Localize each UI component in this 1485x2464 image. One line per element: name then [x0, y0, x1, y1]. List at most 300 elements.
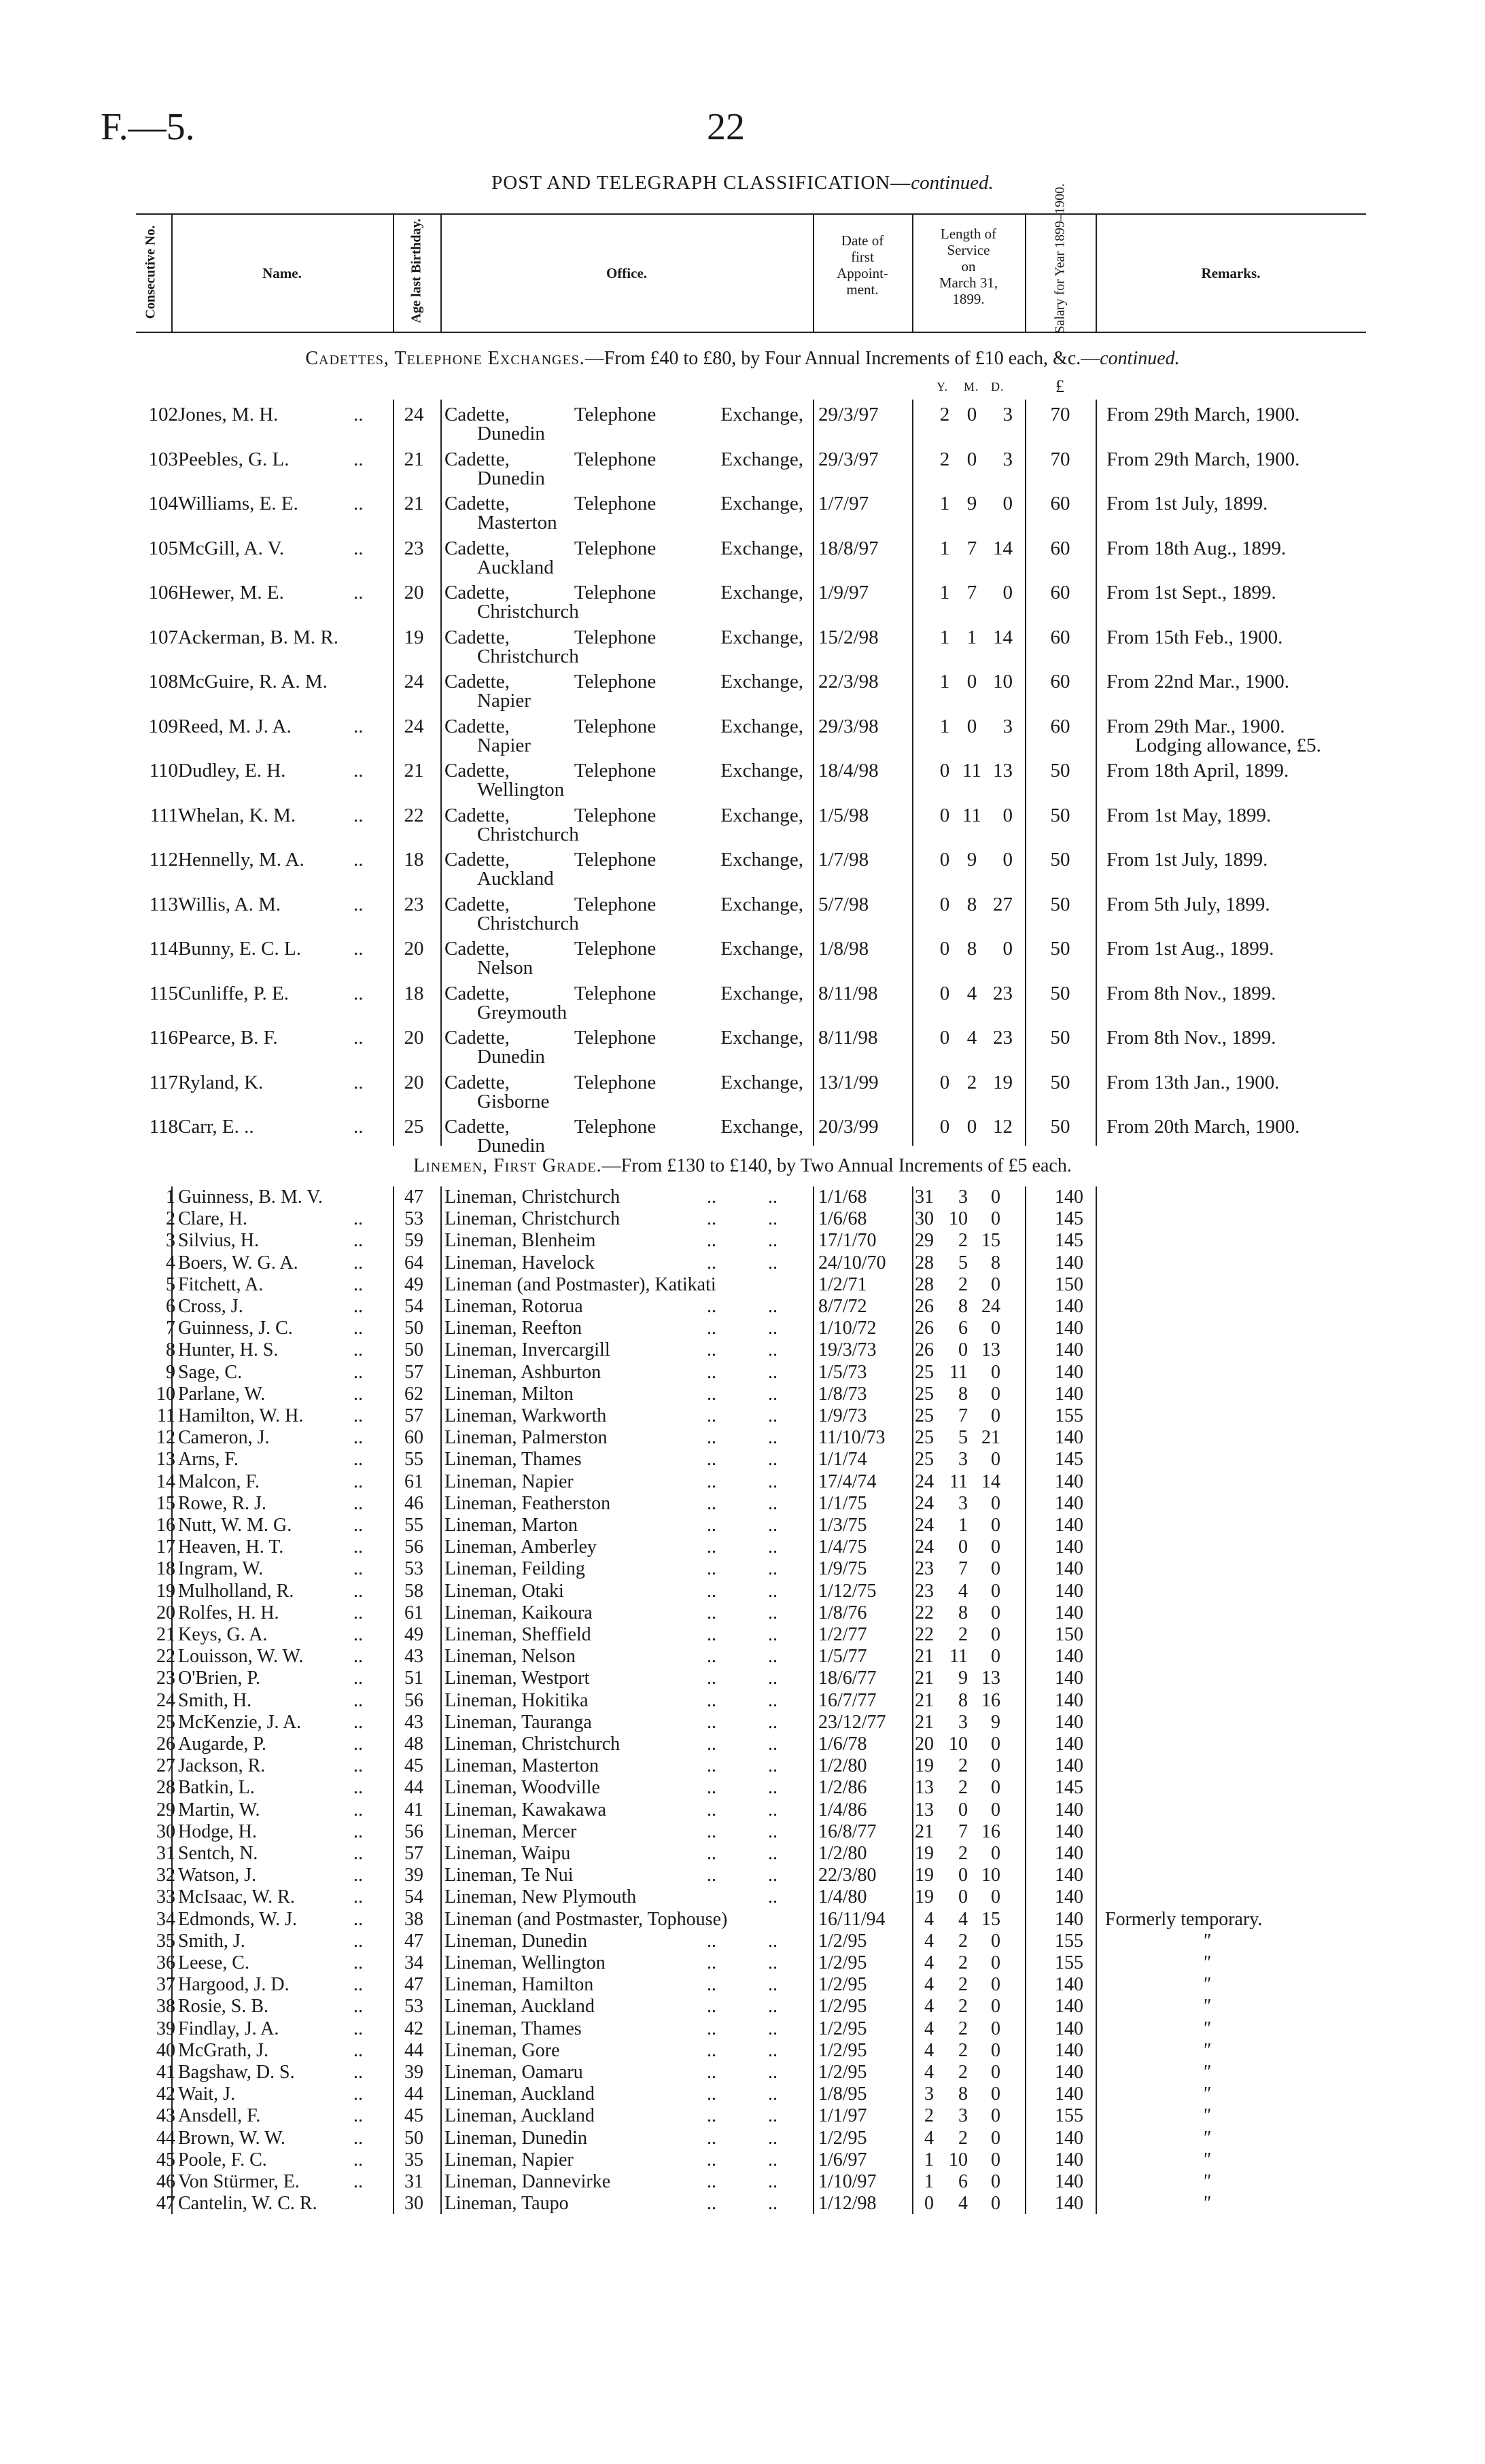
table-row: [0, 1886, 1485, 1908]
row-days: 0: [991, 1318, 1000, 1339]
row-months: 2: [958, 1755, 968, 1777]
row-months: 3: [958, 1711, 968, 1733]
row-office-word: Cadette,: [444, 671, 510, 692]
row-name: Williams, E. E.: [178, 493, 298, 514]
row-years: 4: [924, 2062, 934, 2083]
row-office: Lineman (and Postmaster, Tophouse): [444, 1908, 728, 1930]
row-age: 50: [404, 1318, 423, 1339]
row-office: Lineman, Otaki: [444, 1580, 564, 1602]
row-age: 44: [404, 2083, 423, 2105]
row-days: 0: [991, 1580, 1000, 1602]
row-months: 4: [966, 1027, 977, 1049]
row-salary: 140: [1055, 2127, 1083, 2149]
row-leader-dots: ..: [353, 1116, 364, 1138]
row-years: 25: [915, 1427, 934, 1449]
row-name: Hamilton, W. H.: [178, 1405, 304, 1426]
row-years: 4: [924, 1952, 934, 1973]
row-number: 30: [156, 1820, 175, 1842]
row-leader-dots: ..: [353, 893, 364, 915]
row-number: 106: [148, 582, 178, 603]
row-leader-dots: ..: [353, 1952, 363, 1973]
row-name: Hodge, H.: [178, 1820, 257, 1842]
row-leader-dots: ..: [353, 2127, 363, 2149]
row-office-dots: ..: [707, 1558, 716, 1580]
row-number: 17: [156, 1536, 175, 1558]
row-age: 55: [404, 1449, 423, 1471]
row-date: 1/2/77: [818, 1624, 867, 1645]
table-row: [0, 1362, 1485, 1384]
row-name: Arns, F.: [178, 1449, 239, 1471]
row-leader-dots: ..: [353, 2018, 363, 2039]
row-name: Wait, J.: [178, 2083, 236, 2105]
row-years: 0: [939, 1027, 950, 1049]
row-name: Whelan, K. M.: [178, 804, 296, 826]
row-date: 1/8/95: [818, 2083, 867, 2105]
row-salary: 140: [1055, 2193, 1083, 2215]
row-office: Lineman, Auckland: [444, 2105, 595, 2127]
row-number: 45: [156, 2149, 175, 2170]
table-row: [0, 890, 1485, 933]
row-age: 48: [404, 1733, 423, 1755]
row-age: 47: [404, 1930, 423, 1952]
row-leader-dots: ..: [353, 2039, 363, 2061]
row-months: 7: [958, 1558, 968, 1580]
table-row: [0, 1952, 1485, 1974]
row-age: 45: [404, 1755, 423, 1777]
row-remarks: ": [1202, 2062, 1210, 2083]
row-office-dots: ..: [768, 1208, 778, 1230]
row-date: 29/3/97: [818, 404, 879, 425]
row-office-dots: ..: [768, 1230, 778, 1252]
row-leader-dots: ..: [353, 1318, 363, 1339]
row-years: 31: [915, 1186, 934, 1208]
row-years: 3: [924, 2083, 934, 2105]
row-years: 25: [915, 1361, 934, 1383]
table-row: [0, 1909, 1485, 1931]
row-office-dots: ..: [768, 1318, 778, 1339]
row-name: Malcon, F.: [178, 1471, 260, 1492]
row-office-word: Exchange,: [720, 671, 803, 692]
row-salary: 140: [1055, 2039, 1083, 2061]
row-office-dots: ..: [707, 1492, 716, 1514]
row-years: 0: [939, 1116, 950, 1138]
row-months: 0: [966, 1116, 977, 1138]
row-months: 0: [958, 1339, 968, 1361]
row-office-word: Exchange,: [720, 715, 803, 737]
row-months: 10: [949, 1733, 968, 1755]
row-office-dots: ..: [707, 2062, 716, 2083]
header-service-line: on: [961, 258, 976, 275]
row-days: 0: [991, 1799, 1000, 1820]
table-row: [0, 1515, 1485, 1536]
row-number: 29: [156, 1799, 175, 1820]
row-days: 24: [981, 1296, 1000, 1317]
row-date: 1/8/98: [818, 938, 869, 960]
row-years: 1: [939, 715, 950, 737]
row-office-dots: ..: [768, 1580, 778, 1602]
row-office-word: Telephone: [574, 849, 657, 870]
row-office-dots: ..: [707, 2039, 716, 2061]
row-date: 1/1/68: [818, 1186, 867, 1208]
row-number: 22: [156, 1646, 175, 1668]
row-remarks: From 18th April, 1899.: [1106, 760, 1289, 781]
row-office-dots: ..: [707, 1689, 716, 1711]
table-row: [0, 1384, 1485, 1405]
row-salary: 50: [1050, 982, 1070, 1004]
row-office-word: Cadette,: [444, 804, 510, 826]
row-leader-dots: ..: [353, 1252, 363, 1273]
linemen-heading-rest: —From £130 to £140, by Two Annual Increments of £5 each.: [601, 1155, 1072, 1176]
table-row: [0, 2149, 1485, 2171]
table-row: [0, 1624, 1485, 1646]
row-office: Lineman, Kawakawa: [444, 1799, 606, 1820]
row-leader-dots: ..: [353, 1361, 363, 1383]
row-number: 112: [149, 849, 178, 870]
row-leader-dots: ..: [353, 715, 364, 737]
row-office-word: Exchange,: [720, 537, 803, 559]
row-leader-dots: ..: [353, 1558, 363, 1580]
row-salary: 145: [1055, 1208, 1083, 1230]
row-leader-dots: ..: [353, 537, 364, 559]
row-remarks: From 29th March, 1900.: [1106, 404, 1300, 425]
row-years: 25: [915, 1383, 934, 1405]
row-number: 37: [156, 1974, 175, 1996]
row-months: 4: [958, 1908, 968, 1930]
row-name: Edmonds, W. J.: [178, 1908, 298, 1930]
row-years: 13: [915, 1777, 934, 1799]
row-salary: 140: [1055, 2171, 1083, 2192]
row-salary: 140: [1055, 1427, 1083, 1449]
linemen-heading-title: Linemen, First Grade.: [413, 1155, 602, 1176]
row-number: 42: [156, 2083, 175, 2105]
row-office-dots: ..: [707, 1755, 716, 1777]
row-number: 118: [149, 1116, 178, 1138]
row-office: Lineman, Auckland: [444, 1996, 595, 2018]
row-leader-dots: ..: [353, 493, 364, 514]
row-office-dots: ..: [707, 1252, 716, 1273]
row-number: 5: [166, 1273, 175, 1295]
row-remarks: From 5th July, 1899.: [1106, 893, 1270, 915]
row-date: 1/2/95: [818, 1974, 867, 1996]
row-salary: 140: [1055, 1536, 1083, 1558]
row-days: 0: [991, 2127, 1000, 2149]
row-years: 4: [924, 1908, 934, 1930]
row-date: 1/2/71: [818, 1273, 867, 1295]
row-days: 0: [991, 1974, 1000, 1996]
row-leader-dots: ..: [353, 938, 364, 960]
row-age: 47: [404, 1974, 423, 1996]
row-months: 2: [958, 1624, 968, 1645]
row-office-dots: ..: [707, 1471, 716, 1492]
row-name: Poole, F. C.: [178, 2149, 267, 2170]
row-months: 5: [958, 1252, 968, 1273]
row-number: 35: [156, 1930, 175, 1952]
row-days: 14: [981, 1471, 1000, 1492]
table-row: [0, 1646, 1485, 1668]
row-salary: 140: [1055, 1361, 1083, 1383]
row-date: 18/4/98: [818, 760, 879, 781]
row-remarks: From 29th Mar., 1900.: [1106, 715, 1285, 737]
row-name: Clare, H.: [178, 1208, 247, 1230]
row-office-word: Telephone: [574, 537, 657, 559]
row-leader-dots: ..: [353, 1930, 363, 1952]
row-office-word: Exchange,: [720, 760, 803, 781]
row-office-location: Nelson: [477, 957, 534, 979]
row-age: 20: [404, 1027, 424, 1049]
row-office: Lineman, Hokitika: [444, 1689, 589, 1711]
table-row: [0, 578, 1485, 621]
row-remarks: ": [1202, 2127, 1210, 2149]
row-office-word: Cadette,: [444, 938, 510, 960]
table-row: [0, 2018, 1485, 2040]
row-name: Cross, J.: [178, 1296, 243, 1317]
table-row: [0, 2128, 1485, 2149]
cadettes-heading-rest: —From £40 to £80, by Four Annual Increments of £10 each, &c.—: [584, 348, 1100, 369]
row-days: 0: [991, 1755, 1000, 1777]
row-office-dots: ..: [768, 1536, 778, 1558]
row-months: 0: [958, 1886, 968, 1908]
row-days: 0: [991, 1733, 1000, 1755]
row-leader-dots: ..: [353, 404, 364, 425]
row-years: 0: [939, 1071, 950, 1093]
row-days: 14: [993, 537, 1013, 559]
row-remarks: Formerly temporary.: [1105, 1908, 1263, 1930]
row-months: 11: [962, 804, 981, 826]
row-salary: 140: [1055, 2062, 1083, 2083]
row-salary: 140: [1055, 2149, 1083, 2170]
row-name: Cunliffe, P. E.: [178, 982, 289, 1004]
row-name: McKenzie, J. A.: [178, 1711, 302, 1733]
row-number: 103: [148, 448, 178, 470]
table-row: [0, 2040, 1485, 2062]
cadettes-heading-cont: continued.: [1100, 348, 1180, 369]
row-days: 0: [991, 2039, 1000, 2061]
row-salary: 60: [1050, 715, 1070, 737]
row-leader-dots: ..: [353, 1027, 364, 1049]
table-row: [0, 1208, 1485, 1230]
row-months: 7: [958, 1405, 968, 1426]
row-remarks: ": [1202, 2105, 1210, 2127]
row-remarks: ": [1202, 1974, 1210, 1996]
row-years: 0: [939, 804, 950, 826]
row-years: 22: [915, 1624, 934, 1645]
table-row: [0, 1712, 1485, 1733]
row-months: 2: [958, 1273, 968, 1295]
row-leader-dots: ..: [353, 1580, 363, 1602]
row-salary: 145: [1055, 1777, 1083, 1799]
row-number: 9: [166, 1361, 175, 1383]
row-age: 18: [404, 982, 424, 1004]
row-months: 6: [958, 2171, 968, 2192]
row-office: Lineman, Nelson: [444, 1646, 576, 1668]
row-office-dots: ..: [768, 1689, 778, 1711]
row-age: 42: [404, 2018, 423, 2039]
row-months: 1: [966, 626, 977, 648]
row-years: 23: [915, 1558, 934, 1580]
row-office-dots: ..: [768, 1296, 778, 1317]
row-months: 10: [949, 1208, 968, 1230]
row-months: 7: [966, 537, 977, 559]
row-days: 0: [991, 1536, 1000, 1558]
row-years: 24: [915, 1536, 934, 1558]
row-office-dots: ..: [707, 1383, 716, 1405]
row-leader-dots: ..: [353, 2083, 363, 2105]
row-months: 5: [958, 1427, 968, 1449]
unit-days: D.: [991, 380, 1004, 393]
unit-years: Y.: [937, 380, 949, 393]
row-office-word: Telephone: [574, 938, 657, 960]
row-years: 30: [915, 1208, 934, 1230]
row-salary: 150: [1055, 1273, 1083, 1295]
table-row: [0, 845, 1485, 888]
row-office-dots: ..: [768, 1952, 778, 1973]
row-age: 30: [404, 2193, 423, 2215]
row-office-dots: ..: [707, 1646, 716, 1668]
row-days: 0: [991, 2193, 1000, 2215]
row-office-dots: ..: [707, 2105, 716, 2127]
row-number: 10: [156, 1383, 175, 1405]
row-office-dots: ..: [768, 1449, 778, 1471]
row-remarks: From 15th Feb., 1900.: [1106, 626, 1283, 648]
row-years: 4: [924, 2127, 934, 2149]
row-office-word: Telephone: [574, 404, 657, 425]
row-number: 110: [149, 760, 178, 781]
row-leader-dots: ..: [353, 1668, 363, 1689]
row-months: 3: [958, 1492, 968, 1514]
row-date: 20/3/99: [818, 1116, 879, 1138]
row-age: 38: [404, 1908, 423, 1930]
row-age: 55: [404, 1515, 423, 1536]
row-date: 18/6/77: [818, 1668, 877, 1689]
row-name: Guinness, J. C.: [178, 1318, 293, 1339]
row-office-dots: ..: [707, 1996, 716, 2018]
row-date: 1/4/80: [818, 1886, 867, 1908]
row-days: 19: [993, 1071, 1013, 1093]
row-years: 24: [915, 1515, 934, 1536]
row-office-dots: ..: [768, 1471, 778, 1492]
row-salary: 155: [1055, 1405, 1083, 1426]
row-years: 20: [915, 1733, 934, 1755]
row-office-dots: ..: [768, 1668, 778, 1689]
header-bottom-rule: [136, 332, 1366, 333]
page-number: 22: [707, 106, 745, 148]
row-days: 14: [993, 626, 1013, 648]
row-name: Jones, M. H.: [178, 404, 279, 425]
table-row: [0, 756, 1485, 799]
row-remarks: ": [1202, 2018, 1210, 2039]
row-name: Findlay, J. A.: [178, 2018, 279, 2039]
row-office-dots: ..: [768, 2062, 778, 2083]
row-date: 1/2/80: [818, 1755, 867, 1777]
row-leader-dots: ..: [353, 2105, 363, 2127]
header-office: Office.: [606, 265, 648, 281]
row-years: 1: [939, 626, 950, 648]
row-name: Ryland, K.: [178, 1071, 264, 1093]
row-number: 40: [156, 2039, 175, 2061]
row-office-word: Exchange,: [720, 938, 803, 960]
row-office: Lineman, Te Nui: [444, 1865, 574, 1886]
header-divider: [1025, 213, 1026, 333]
row-date: 8/11/98: [818, 1027, 878, 1049]
table-row: [0, 1449, 1485, 1471]
row-office: Lineman, Woodville: [444, 1777, 600, 1799]
row-days: 0: [1002, 938, 1013, 960]
table-row: [0, 1471, 1485, 1493]
row-office-dots: ..: [768, 1383, 778, 1405]
row-office-dots: ..: [707, 1843, 716, 1864]
row-number: 26: [156, 1733, 175, 1755]
row-office-word: Telephone: [574, 1071, 657, 1093]
row-years: 26: [915, 1318, 934, 1339]
row-office: Lineman, Blenheim: [444, 1230, 596, 1252]
row-number: 109: [148, 715, 178, 737]
row-leader-dots: ..: [353, 1755, 363, 1777]
row-office-dots: ..: [768, 1361, 778, 1383]
row-remarks: From 8th Nov., 1899.: [1106, 1027, 1276, 1049]
row-age: 43: [404, 1711, 423, 1733]
row-date: 1/2/95: [818, 2018, 867, 2039]
row-days: 15: [981, 1908, 1000, 1930]
header-date-line: ment.: [846, 281, 879, 298]
row-age: 50: [404, 2127, 423, 2149]
row-salary: 140: [1055, 1668, 1083, 1689]
row-office: Lineman, Palmerston: [444, 1427, 608, 1449]
table-row: [0, 1068, 1485, 1111]
row-date: 1/2/95: [818, 2039, 867, 2061]
row-name: Ansdell, F.: [178, 2105, 261, 2127]
row-months: 2: [966, 1071, 977, 1093]
table-row: [0, 400, 1485, 443]
row-days: 0: [1002, 582, 1013, 603]
row-salary: 140: [1055, 1689, 1083, 1711]
row-remarks: ": [1202, 1930, 1210, 1952]
row-years: 4: [924, 2039, 934, 2061]
row-office-dots: ..: [768, 2127, 778, 2149]
row-leader-dots: ..: [353, 1886, 363, 1908]
row-leader-dots: ..: [353, 1602, 363, 1623]
row-days: 0: [991, 1208, 1000, 1230]
row-days: 0: [991, 1273, 1000, 1295]
row-days: 0: [991, 2062, 1000, 2083]
row-years: 21: [915, 1820, 934, 1842]
row-leader-dots: ..: [353, 1339, 363, 1361]
row-leader-dots: ..: [353, 1843, 363, 1864]
row-office-dots: ..: [707, 1186, 716, 1208]
row-months: 2: [958, 2039, 968, 2061]
row-date: 1/8/73: [818, 1383, 867, 1405]
row-years: 26: [915, 1339, 934, 1361]
row-months: 1: [958, 1515, 968, 1536]
row-name: Smith, H.: [178, 1689, 252, 1711]
row-leader-dots: ..: [353, 448, 364, 470]
row-leader-dots: ..: [353, 1865, 363, 1886]
header-service-line: 1899.: [952, 291, 985, 307]
row-office-location: Christchurch: [477, 823, 579, 845]
row-office: Lineman, Invercargill: [444, 1339, 610, 1361]
header-service: [912, 226, 1025, 307]
row-remarks-extra: Lodging allowance, £5.: [1135, 734, 1321, 756]
header-date-line: first: [851, 249, 874, 265]
row-office-dots: ..: [707, 1930, 716, 1952]
row-days: 21: [981, 1427, 1000, 1449]
row-leader-dots: ..: [353, 804, 364, 826]
row-remarks: From 1st Sept., 1899.: [1106, 582, 1276, 603]
row-days: 0: [991, 1558, 1000, 1580]
row-office: Lineman, Auckland: [444, 2083, 595, 2105]
row-date: 11/10/73: [818, 1427, 886, 1449]
row-days: 0: [991, 1449, 1000, 1471]
row-office-location: Greymouth: [477, 1001, 567, 1023]
